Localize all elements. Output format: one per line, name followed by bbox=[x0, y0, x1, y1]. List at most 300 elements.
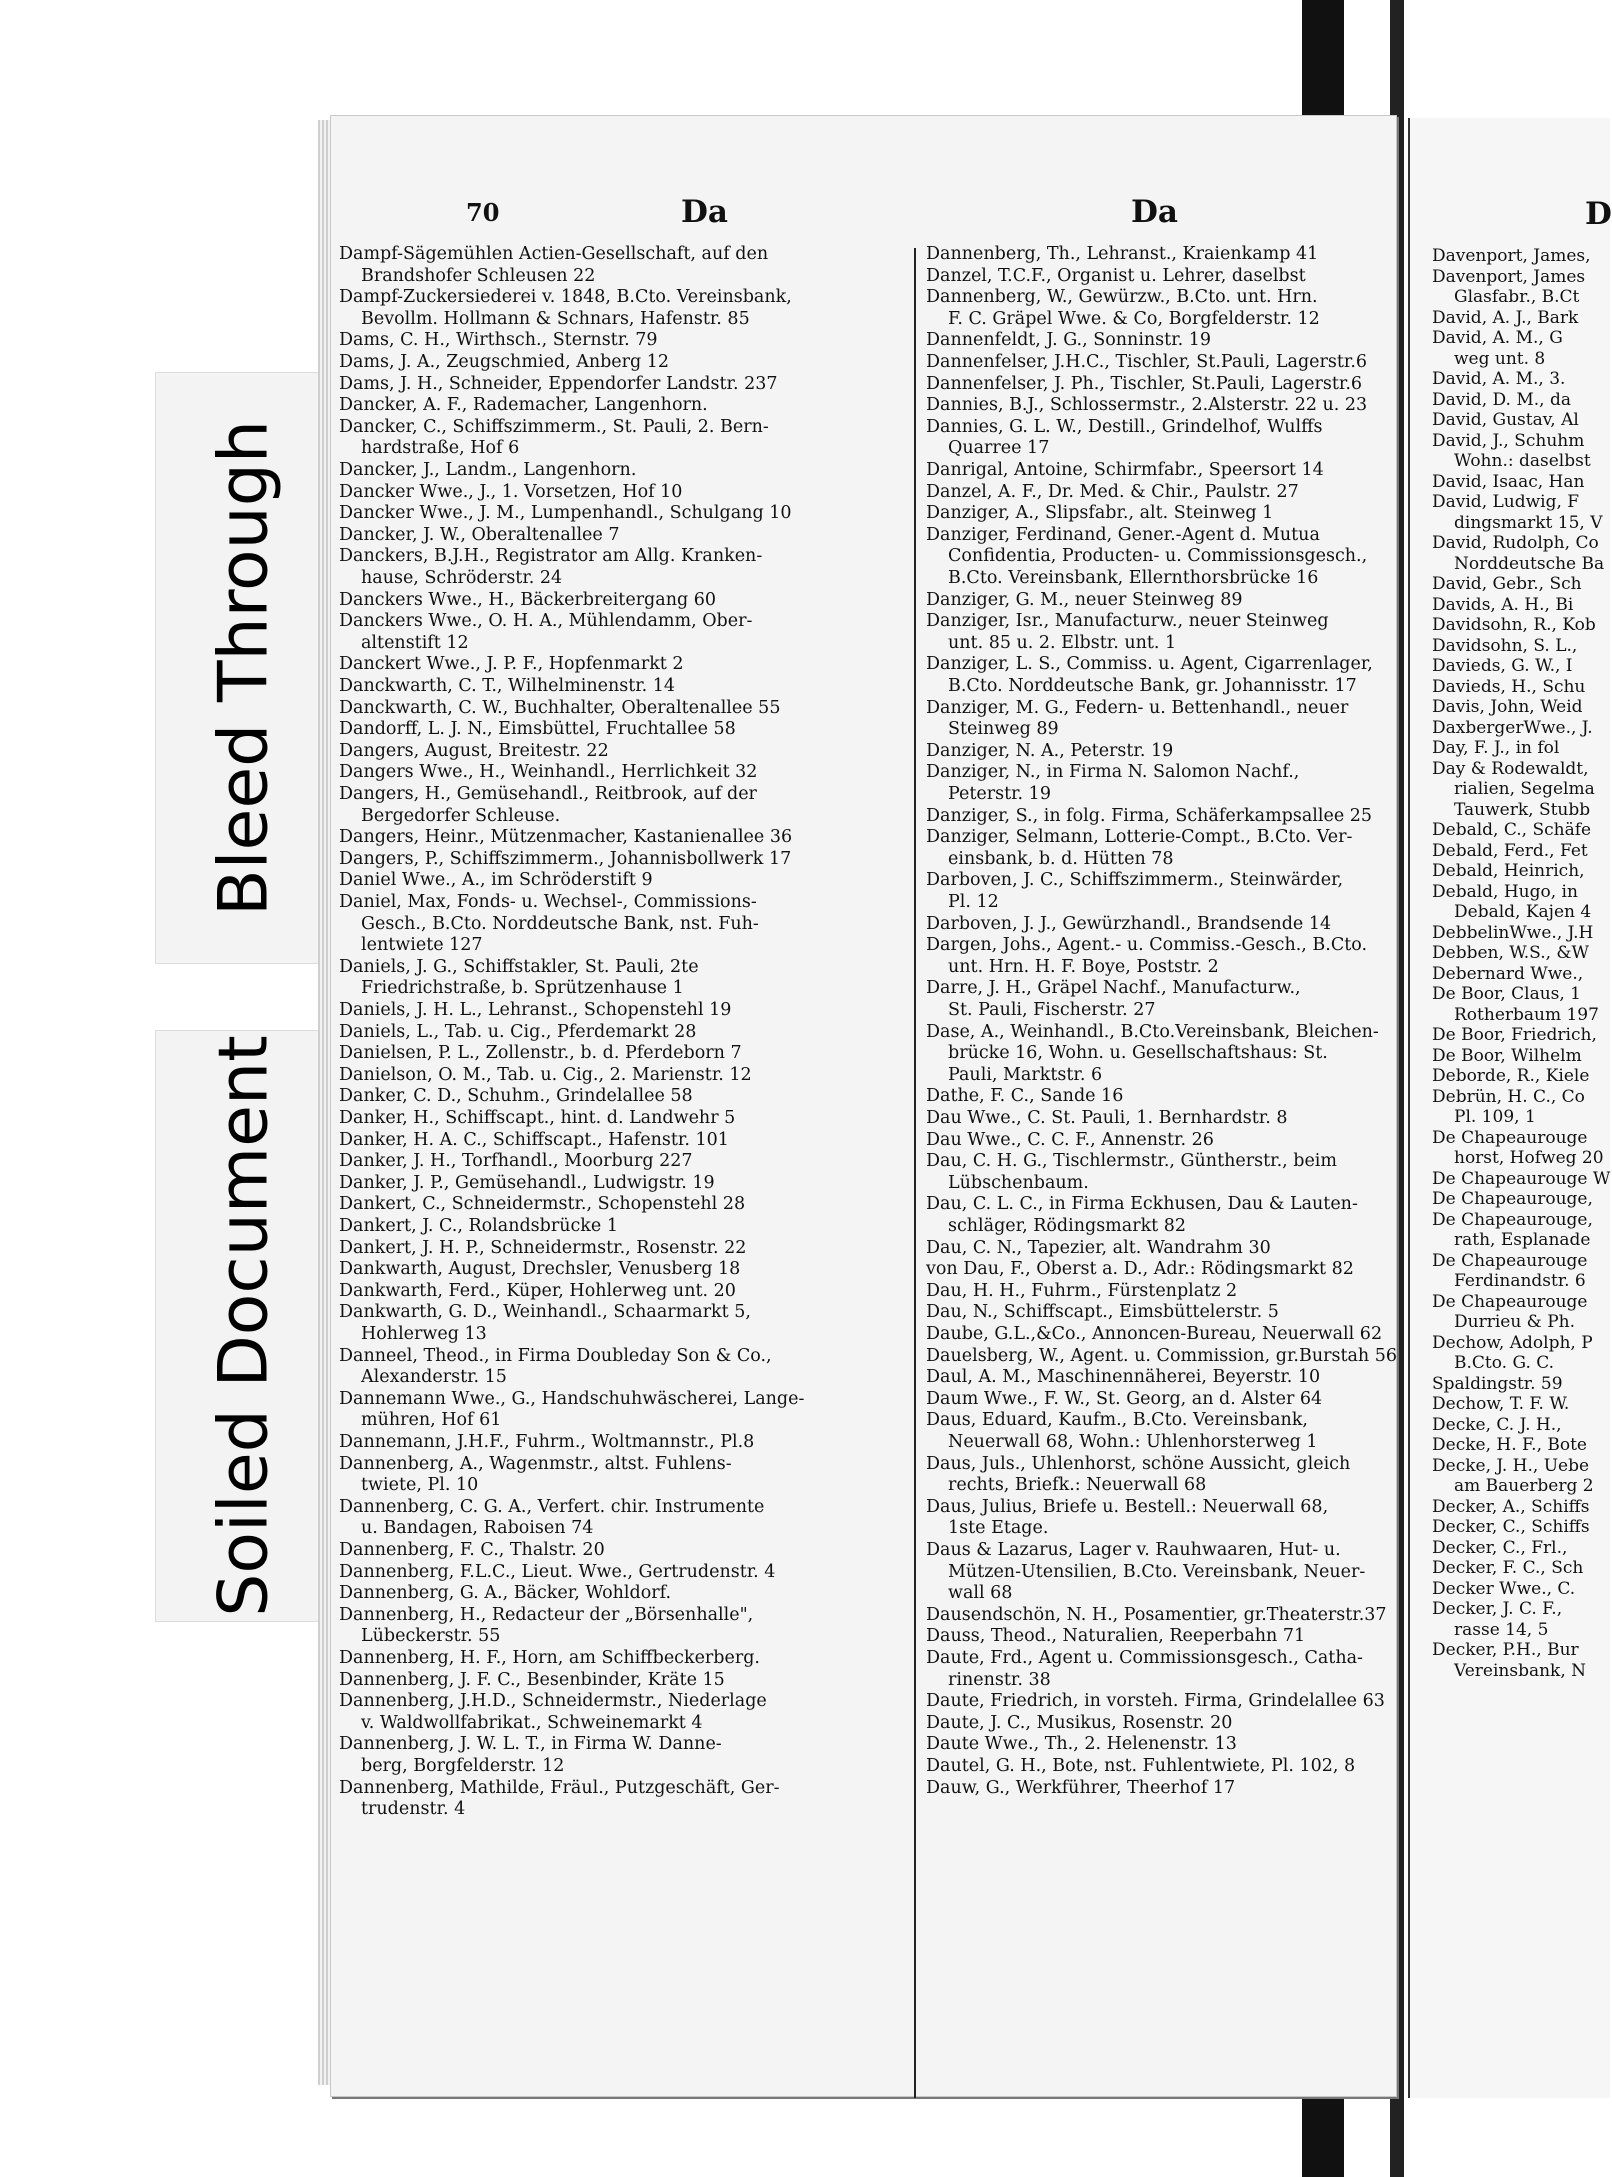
directory-entry bbox=[1432, 1579, 1575, 1600]
entry-line: Daus & Lazarus, Lager v. Rauhwaaren, Hut- u. bbox=[926, 1540, 1341, 1560]
directory-entry bbox=[1432, 1087, 1585, 1128]
entry-line: Decker, J. C. F., bbox=[1432, 1599, 1563, 1619]
directory-entry bbox=[1432, 369, 1565, 390]
directory-entry bbox=[926, 1389, 1322, 1411]
entry-line: Danziger, M. G., Federn- u. Bettenhandl., neuer bbox=[926, 697, 1349, 718]
directory-entry bbox=[1432, 308, 1578, 329]
entry-line: David, Ludwig, F bbox=[1432, 492, 1580, 512]
directory-entry bbox=[1432, 1517, 1590, 1538]
entry-continuation: Peterstr. 19 bbox=[948, 783, 1051, 804]
entry-continuation: Gesch., B.Cto. Norddeutsche Bank, nst. Fuh- bbox=[361, 913, 759, 934]
directory-entry bbox=[926, 1454, 1350, 1497]
entry-continuation: Brandshofer Schleusen 22 bbox=[361, 265, 596, 286]
entry-continuation: schläger, Rödingsmarkt 82 bbox=[948, 1215, 1187, 1236]
entry-line: Deborde, R., Kiele bbox=[1432, 1066, 1590, 1086]
entry-continuation: Rotherbaum 197 bbox=[1454, 1004, 1599, 1025]
directory-entry bbox=[339, 374, 778, 396]
entry-line: David, Gustav, Al bbox=[1432, 410, 1579, 430]
directory-entry bbox=[339, 1173, 715, 1195]
entry-line: Dankwarth, Ferd., Küper, Hohlerweg unt. 20 bbox=[339, 1280, 736, 1301]
entry-line: Daute, Friedrich, in vorsteh. Firma, Grindelallee 63 bbox=[926, 1691, 1385, 1712]
entry-line: Dannenberg, H., Redacteur der „Börsenhalle", bbox=[339, 1604, 754, 1625]
entry-line: Danzel, T.C.F., Organist u. Lehrer, daselbst bbox=[926, 265, 1306, 286]
entry-line: De Chapeaurouge bbox=[1432, 1250, 1588, 1271]
directory-entry bbox=[1432, 492, 1603, 533]
entry-line: Dannenberg, F.L.C., Lieut. Wwe., Gertrudenstr. 4 bbox=[339, 1561, 776, 1582]
directory-entry bbox=[1432, 1394, 1569, 1415]
directory-entry bbox=[339, 1194, 745, 1216]
directory-entry bbox=[1432, 246, 1591, 267]
entry-line: Dangers, H., Gemüsehandl., Reitbrook, auf der bbox=[339, 784, 757, 804]
directory-entry bbox=[339, 1583, 671, 1605]
entry-line: Day & Rodewaldt, bbox=[1432, 758, 1589, 779]
directory-entry bbox=[1432, 697, 1583, 718]
directory-entry bbox=[926, 1410, 1318, 1453]
entry-line: Dau, H. H., Fuhrm., Fürstenplatz 2 bbox=[926, 1280, 1238, 1301]
entry-line: Dankert, C., Schneidermstr., Schopenstehl 28 bbox=[339, 1194, 746, 1215]
directory-entry bbox=[926, 460, 1324, 482]
entry-line: Dechow, T. F. W. bbox=[1432, 1394, 1570, 1414]
entry-line: Dannenberg, Th., Lehranst., Kraienkamp 41 bbox=[926, 244, 1319, 264]
directory-entry bbox=[339, 1346, 772, 1389]
entry-continuation: weg unt. 8 bbox=[1454, 348, 1546, 369]
directory-entry bbox=[1432, 656, 1573, 677]
entry-line: Danziger, Selmann, Lotterie-Compt., B.Cto. Ver- bbox=[926, 827, 1353, 848]
entry-continuation: dingsmarkt 15, V bbox=[1454, 512, 1603, 533]
entry-continuation: B.Cto. Vereinsbank, Ellernthorsbrücke 16 bbox=[948, 567, 1319, 588]
entry-continuation: Wohn.: daselbst bbox=[1454, 451, 1591, 471]
directory-entry bbox=[1432, 533, 1604, 574]
directory-entry bbox=[926, 827, 1352, 870]
entry-line: DaxbergerWwe., J. bbox=[1432, 717, 1593, 738]
entry-line: Dannies, B.J., Schlossermstr., 2.Alsterstr. 22 u. 23 bbox=[926, 395, 1368, 416]
entry-line: Dau Wwe., C. C. F., Annenstr. 26 bbox=[926, 1129, 1214, 1150]
directory-entry bbox=[339, 1454, 732, 1497]
directory-entry bbox=[339, 1562, 775, 1584]
directory-entry bbox=[926, 1281, 1237, 1303]
entry-line: Decker, C., Frl., bbox=[1432, 1537, 1568, 1558]
entry-line: Daute Wwe., Th., 2. Helenenstr. 13 bbox=[926, 1734, 1237, 1755]
directory-entry bbox=[339, 1000, 731, 1022]
entry-continuation: trudenstr. 4 bbox=[361, 1799, 466, 1820]
directory-entry bbox=[339, 1022, 696, 1044]
entry-continuation: altenstift 12 bbox=[361, 632, 469, 653]
entry-line: Dannenberg, A., Wagenmstr., altst. Fuhlens- bbox=[339, 1453, 732, 1474]
directory-entry bbox=[926, 1497, 1328, 1540]
directory-entry bbox=[339, 741, 609, 763]
entry-line: Darboven, J. C., Schiffszimmerm., Steinwärder, bbox=[926, 870, 1344, 891]
directory-entry bbox=[926, 503, 1273, 525]
directory-entry bbox=[1432, 267, 1585, 308]
directory-entry bbox=[339, 611, 752, 654]
entry-line: Dau, C. H. G., Tischlermstr., Güntherstr., beim bbox=[926, 1151, 1338, 1172]
entry-line: Dannenberg, H. F., Horn, am Schiffbeckerberg. bbox=[339, 1648, 760, 1668]
directory-entry bbox=[926, 1259, 1354, 1281]
directory-entry bbox=[1432, 328, 1563, 369]
directory-entry bbox=[1432, 882, 1591, 923]
directory-entry bbox=[1432, 1415, 1562, 1436]
directory-entry bbox=[339, 1281, 736, 1303]
entry-line: Dannenberg, J.H.D., Schneidermstr., Niederlage bbox=[339, 1691, 767, 1712]
directory-entry bbox=[339, 1778, 780, 1821]
directory-entry bbox=[339, 676, 675, 698]
entry-line: Dautel, G. H., Bote, nst. Fuhlentwiete, Pl. 102, 8 bbox=[926, 1756, 1356, 1776]
entry-line: Daus, Eduard, Kaufm., B.Cto. Vereinsbank, bbox=[926, 1410, 1308, 1431]
bleed-through-label: Bleed Through bbox=[204, 419, 283, 917]
directory-entry bbox=[1432, 1128, 1604, 1169]
entry-line: Davieds, G. W., I bbox=[1432, 656, 1573, 676]
entry-line: Davenport, James, bbox=[1432, 246, 1591, 266]
entry-line: Debald, Heinrich, bbox=[1432, 861, 1585, 881]
entry-line: David, Gebr., Sch bbox=[1432, 574, 1582, 594]
directory-entry bbox=[1432, 1189, 1593, 1210]
directory-entry bbox=[926, 244, 1318, 266]
directory-entry bbox=[1432, 595, 1573, 616]
entry-line: De Chapeaurouge, bbox=[1432, 1189, 1593, 1209]
entry-continuation: unt. 85 u. 2. Elbstr. unt. 1 bbox=[948, 632, 1177, 653]
directory-entry bbox=[926, 1734, 1237, 1756]
entry-continuation: F. C. Gräpel Wwe. & Co, Borgfelderstr. 12 bbox=[948, 308, 1320, 329]
entry-line: Danckwarth, C. T., Wilhelminenstr. 14 bbox=[339, 676, 676, 696]
entry-continuation: Alexanderstr. 15 bbox=[361, 1367, 507, 1388]
entry-line: Dauw, G., Werkführer, Theerhof 17 bbox=[926, 1777, 1236, 1798]
directory-entry bbox=[339, 1302, 751, 1345]
entry-line: Darre, J. H., Gräpel Nachf., Manufacturw., bbox=[926, 978, 1301, 999]
directory-entry bbox=[1432, 943, 1589, 964]
entry-line: Dannenberg, W., Gewürzw., B.Cto. unt. Hrn. bbox=[926, 287, 1318, 308]
directory-entry bbox=[339, 590, 716, 612]
entry-line: Dams, J. H., Schneider, Eppendorfer Landstr. 237 bbox=[339, 373, 778, 394]
directory-entry bbox=[339, 849, 791, 871]
entry-line: DebbelinWwe., J.H bbox=[1432, 922, 1594, 943]
entry-line: Decker, F. C., Sch bbox=[1432, 1558, 1584, 1578]
entry-line: Dannenberg, J. F. C., Besenbinder, Kräte 15 bbox=[339, 1669, 725, 1690]
header-right: Da bbox=[1131, 194, 1178, 230]
directory-entry bbox=[339, 1691, 767, 1734]
entry-line: Danzel, A. F., Dr. Med. & Chir., Paulstr. 27 bbox=[926, 481, 1299, 502]
directory-entry bbox=[926, 1130, 1214, 1152]
entry-line: Dannenberg, G. A., Bäcker, Wohldorf. bbox=[339, 1583, 672, 1604]
entry-line: Dancker, A. F., Rademacher, Langenhorn. bbox=[339, 395, 708, 416]
entry-continuation: Neuerwall 68, Wohn.: Uhlenhorsterweg 1 bbox=[948, 1431, 1318, 1452]
entry-line: Dams, C. H., Wirthsch., Sternstr. 79 bbox=[339, 330, 658, 351]
directory-entry bbox=[926, 1022, 1379, 1087]
entry-line: Dancker, J., Landm., Langenhorn. bbox=[339, 460, 637, 480]
directory-entry bbox=[926, 1605, 1387, 1627]
directory-entry bbox=[339, 1734, 722, 1777]
directory-entry bbox=[1432, 1251, 1587, 1292]
directory-entry bbox=[926, 287, 1320, 330]
entry-continuation: Pauli, Marktstr. 6 bbox=[948, 1064, 1103, 1085]
entry-line: von Dau, F., Oberst a. D., Adr.: Rödingsmarkt 82 bbox=[926, 1259, 1354, 1280]
directory-entry bbox=[1432, 1558, 1583, 1579]
entry-line: Debald, Ferd., Fet bbox=[1432, 840, 1588, 861]
entry-line: Dase, A., Weinhandl., B.Cto.Vereinsbank, Bleichen- bbox=[926, 1021, 1379, 1042]
directory-entry bbox=[926, 1151, 1337, 1194]
directory-entry bbox=[1432, 1599, 1562, 1640]
entry-line: Dauss, Theod., Naturalien, Reeperbahn 71 bbox=[926, 1626, 1306, 1647]
directory-entry bbox=[1432, 677, 1585, 698]
entry-line: David, Isaac, Han bbox=[1432, 471, 1585, 492]
entry-continuation: Friedrichstraße, b. Sprützenhause 1 bbox=[361, 978, 684, 999]
entry-line: David, A. J., Bark bbox=[1432, 307, 1579, 328]
entry-continuation: unt. Hrn. H. F. Boye, Poststr. 2 bbox=[948, 956, 1219, 977]
soiled-document-label: Soiled Document bbox=[204, 1035, 283, 1617]
entry-line: Decke, H. F., Bote bbox=[1432, 1435, 1587, 1455]
entry-line: Davieds, H., Schu bbox=[1432, 676, 1586, 697]
directory-entry bbox=[339, 395, 708, 417]
entry-continuation: rath, Esplanade bbox=[1454, 1230, 1591, 1250]
entry-line: Dankert, J. C., Rolandsbrücke 1 bbox=[339, 1216, 618, 1236]
entry-line: Debernard Wwe., bbox=[1432, 963, 1584, 984]
entry-line: Dams, J. A., Zeugschmied, Anberg 12 bbox=[339, 352, 670, 372]
directory-entry bbox=[1432, 1025, 1597, 1046]
directory-entry bbox=[926, 590, 1243, 612]
entry-line: David, J., Schuhm bbox=[1432, 430, 1585, 451]
entry-line: Dankwarth, August, Drechsler, Venusberg 18 bbox=[339, 1259, 741, 1280]
entry-line: Dannemann Wwe., G., Handschuhwäscherei, Lange- bbox=[339, 1388, 805, 1409]
entry-continuation: twiete, Pl. 10 bbox=[361, 1475, 479, 1496]
directory-entry bbox=[339, 957, 699, 1000]
directory-entry bbox=[1432, 1046, 1582, 1067]
entry-line: Danker, J. P., Gemüsehandl., Ludwigstr. 19 bbox=[339, 1172, 715, 1193]
entry-continuation: Norddeutsche Ba bbox=[1454, 553, 1605, 574]
entry-line: Dancker, C., Schiffszimmerm., St. Pauli, 2. Bern- bbox=[339, 416, 769, 437]
directory-entry bbox=[339, 1648, 760, 1670]
entry-line: Danrigal, Antoine, Schirmfabr., Speersort 14 bbox=[926, 460, 1324, 480]
entry-line: Daute, J. C., Musikus, Rosenstr. 20 bbox=[926, 1712, 1233, 1733]
directory-entry bbox=[1432, 636, 1577, 657]
entry-continuation: Mützen-Utensilien, B.Cto. Vereinsbank, Neuer- bbox=[948, 1561, 1366, 1582]
entry-line: Decke, J. H., Uebe bbox=[1432, 1455, 1590, 1476]
directory-entry bbox=[339, 330, 658, 352]
entry-continuation: Glasfabr., B.Ct bbox=[1454, 287, 1580, 307]
directory-entry bbox=[339, 892, 759, 957]
entry-continuation: Steinweg 89 bbox=[948, 719, 1059, 740]
entry-continuation: lentwiete 127 bbox=[361, 935, 483, 956]
directory-entry bbox=[339, 1130, 729, 1152]
entry-continuation: v. Waldwollfabrikat., Schweinemarkt 4 bbox=[361, 1712, 703, 1733]
entry-line: Dancker Wwe., J., 1. Vorsetzen, Hof 10 bbox=[339, 481, 683, 502]
directory-entry bbox=[926, 978, 1301, 1021]
directory-entry bbox=[1432, 861, 1585, 882]
entry-continuation: rechts, Briefk.: Neuerwall 68 bbox=[948, 1475, 1207, 1496]
directory-entry bbox=[339, 1670, 725, 1692]
directory-entry bbox=[1432, 1169, 1610, 1190]
directory-page bbox=[330, 115, 1397, 2097]
directory-entry bbox=[926, 1691, 1385, 1713]
entry-line: Davidsohn, R., Kob bbox=[1432, 615, 1596, 635]
entry-line: Decker, C., Schiffs bbox=[1432, 1517, 1590, 1537]
entry-line: Danziger, S., in folg. Firma, Schäferkampsallee 25 bbox=[926, 805, 1373, 826]
entry-continuation: horst, Hofweg 20 bbox=[1454, 1148, 1604, 1168]
entry-line: Dauelsberg, W., Agent. u. Commission, gr.Burstah 56 bbox=[926, 1345, 1398, 1366]
directory-entry bbox=[1432, 1435, 1587, 1456]
entry-line: De Chapeaurouge, bbox=[1432, 1209, 1593, 1230]
entry-line: De Chapeaurouge bbox=[1432, 1127, 1588, 1148]
entry-line: Daus, Juls., Uhlenhorst, schöne Aussicht, gleich bbox=[926, 1453, 1351, 1474]
entry-line: Darboven, J. J., Gewürzhandl., Brandsende 14 bbox=[926, 913, 1332, 934]
entry-continuation: Durrieu & Ph. bbox=[1454, 1312, 1576, 1332]
directory-entry bbox=[1432, 964, 1583, 985]
entry-line: Daniels, J. G., Schiffstakler, St. Pauli, 2te bbox=[339, 956, 699, 977]
entry-continuation: rialien, Segelma bbox=[1454, 779, 1595, 799]
entry-line: Dannenberg, C. G. A., Verfert. chir. Instrumente bbox=[339, 1496, 765, 1517]
directory-entry bbox=[339, 1497, 764, 1540]
directory-entry bbox=[926, 525, 1367, 590]
entry-line: Dampf-Sägemühlen Actien-Gesellschaft, auf den bbox=[339, 244, 769, 264]
directory-entry bbox=[339, 244, 768, 287]
directory-entry bbox=[1432, 1640, 1586, 1681]
entry-line: De Chapeaurouge bbox=[1432, 1291, 1588, 1312]
entry-continuation: Pl. 12 bbox=[948, 891, 999, 912]
entry-line: Danckers, B.J.H., Registrator am Allg. Kranken- bbox=[339, 546, 763, 567]
entry-line: Danziger, L. S., Commiss. u. Agent, Cigarrenlager, bbox=[926, 654, 1373, 675]
entry-continuation: Quarree 17 bbox=[948, 438, 1050, 459]
entry-continuation: B.Cto. Norddeutsche Bank, gr. Johannisstr. 17 bbox=[948, 675, 1357, 696]
entry-continuation: Lübeckerstr. 55 bbox=[361, 1626, 501, 1647]
directory-entry bbox=[339, 482, 682, 504]
directory-entry bbox=[926, 266, 1306, 288]
column-divider bbox=[914, 248, 916, 2098]
entry-line: Dankwarth, G. D., Weinhandl., Schaarmarkt 5, bbox=[339, 1302, 751, 1323]
directory-entry bbox=[339, 1238, 746, 1260]
directory-entry bbox=[926, 1756, 1355, 1778]
entry-line: Decke, C. J. H., bbox=[1432, 1414, 1562, 1435]
entry-continuation: Tauwerk, Stubb bbox=[1454, 799, 1591, 820]
entry-line: De Boor, Wilhelm bbox=[1432, 1045, 1582, 1066]
entry-line: Debben, W.S., &W bbox=[1432, 943, 1590, 963]
directory-entry bbox=[1432, 574, 1582, 595]
entry-line: Danziger, A., Slipsfabr., alt. Steinweg 1 bbox=[926, 503, 1274, 524]
directory-entry bbox=[339, 784, 757, 827]
entry-line: Danielson, O. M., Tab. u. Cig., 2. Marienstr. 12 bbox=[339, 1064, 752, 1085]
entry-continuation: hardstraße, Hof 6 bbox=[361, 438, 520, 459]
entry-continuation: B.Cto. G. C. bbox=[1454, 1353, 1555, 1373]
header-left: Da bbox=[681, 194, 728, 230]
entry-line: Daul, A. M., Maschinennäherei, Beyerstr. 10 bbox=[926, 1367, 1321, 1388]
directory-entry bbox=[1432, 410, 1579, 431]
directory-entry bbox=[1432, 1456, 1594, 1497]
entry-line: De Boor, Friedrich, bbox=[1432, 1025, 1597, 1045]
directory-entry bbox=[926, 654, 1373, 697]
directory-entry bbox=[926, 1648, 1363, 1691]
directory-entry bbox=[339, 503, 791, 525]
entry-line: David, Rudolph, Co bbox=[1432, 533, 1599, 553]
bleed-through-tag bbox=[155, 372, 332, 964]
entry-line: Dau Wwe., C. St. Pauli, 1. Bernhardstr. 8 bbox=[926, 1108, 1288, 1128]
directory-entry bbox=[926, 806, 1372, 828]
entry-line: Daute, Frd., Agent u. Commissionsgesch., Catha- bbox=[926, 1648, 1363, 1668]
entry-line: Daniel, Max, Fonds- u. Wechsel-, Commissions- bbox=[339, 892, 757, 912]
entry-continuation: Ferdinandstr. 6 bbox=[1454, 1271, 1586, 1291]
entry-line: Danziger, N., in Firma N. Salomon Nachf., bbox=[926, 762, 1300, 783]
directory-entry bbox=[1432, 738, 1559, 759]
entry-line: Danckert Wwe., J. P. F., Hopfenmarkt 2 bbox=[339, 654, 684, 675]
entry-continuation: brücke 16, Wohn. u. Gesellschaftshaus: St. bbox=[948, 1043, 1328, 1064]
entry-line: Dannenfelser, J.H.C., Tischler, St.Pauli, Lagerstr.6 bbox=[926, 352, 1368, 372]
directory-entry bbox=[339, 1043, 742, 1065]
directory-entry bbox=[1432, 1066, 1589, 1087]
entry-line: Danker, C. D., Schuhm., Grindelallee 58 bbox=[339, 1086, 693, 1107]
entry-continuation: u. Bandagen, Raboisen 74 bbox=[361, 1518, 594, 1539]
entry-continuation: Bergedorfer Schleuse. bbox=[361, 805, 561, 826]
entry-continuation: am Bauerberg 2 bbox=[1454, 1476, 1594, 1496]
directory-entry bbox=[926, 1778, 1235, 1800]
entry-line: Dausendschön, N. H., Posamentier, gr.Theaterstr.37 bbox=[926, 1604, 1387, 1625]
entry-line: David, A. M., 3. bbox=[1432, 369, 1566, 389]
directory-entry bbox=[1432, 820, 1591, 841]
directory-entry bbox=[1432, 1292, 1587, 1333]
directory-entry bbox=[1432, 984, 1599, 1025]
entry-line: Dannemann, J.H.F., Fuhrm., Woltmannstr., Pl.8 bbox=[339, 1432, 755, 1452]
entry-continuation: Pl. 109, 1 bbox=[1454, 1107, 1536, 1127]
entry-line: Dannies, G. L. W., Destill., Grindelhof, Wulffs bbox=[926, 416, 1323, 437]
entry-line: Danneel, Theod., in Firma Doubleday Son & Co., bbox=[339, 1345, 772, 1366]
directory-entry bbox=[339, 1432, 754, 1454]
directory-entry bbox=[1432, 923, 1593, 944]
directory-entry bbox=[339, 762, 757, 784]
directory-entry bbox=[1432, 759, 1595, 821]
entry-line: Dathe, F. C., Sande 16 bbox=[926, 1086, 1124, 1107]
directory-entry bbox=[339, 827, 792, 849]
entry-line: Dannenfeldt, J. G., Sonninstr. 19 bbox=[926, 330, 1212, 351]
entry-continuation: rinenstr. 38 bbox=[948, 1669, 1051, 1690]
directory-entry bbox=[926, 482, 1299, 504]
directory-entry bbox=[1432, 1374, 1563, 1395]
directory-entry bbox=[926, 611, 1329, 654]
directory-entry bbox=[926, 1324, 1382, 1346]
entry-line: Day, F. J., in fol bbox=[1432, 738, 1560, 758]
entry-line: Dangers, August, Breitestr. 22 bbox=[339, 740, 609, 761]
entry-line: Dargen, Johs., Agent.- u. Commiss.-Gesch., B.Cto. bbox=[926, 935, 1368, 956]
directory-entry bbox=[926, 374, 1362, 396]
page-number: 70 bbox=[466, 198, 500, 227]
entry-line: Dangers, Heinr., Mützenmacher, Kastanienallee 36 bbox=[339, 827, 793, 848]
entry-continuation: rasse 14, 5 bbox=[1454, 1619, 1549, 1640]
entry-continuation: mühren, Hof 61 bbox=[361, 1410, 502, 1431]
entry-line: Daniels, J. H. L., Lehranst., Schopenstehl 19 bbox=[339, 1000, 732, 1020]
entry-line: Davids, A. H., Bi bbox=[1432, 594, 1574, 615]
entry-line: Danziger, G. M., neuer Steinweg 89 bbox=[926, 589, 1243, 610]
entry-line: Danckers Wwe., O. H. A., Mühlendamm, Ober- bbox=[339, 611, 753, 632]
directory-entry bbox=[926, 1086, 1123, 1108]
directory-entry bbox=[926, 870, 1343, 913]
directory-entry bbox=[926, 1367, 1320, 1389]
directory-entry bbox=[1432, 431, 1591, 472]
directory-entry bbox=[926, 1108, 1287, 1130]
entry-line: Dandorff, L. J. N., Eimsbüttel, Fruchtallee 58 bbox=[339, 719, 736, 740]
entry-line: Debald, Hugo, in bbox=[1432, 881, 1578, 902]
entry-line: Danker, J. H., Torfhandl., Moorburg 227 bbox=[339, 1151, 693, 1172]
directory-entry bbox=[1432, 615, 1596, 636]
directory-entry bbox=[339, 1216, 618, 1238]
directory-entry bbox=[339, 1065, 752, 1087]
entry-line: Daniels, L., Tab. u. Cig., Pferdemarkt 28 bbox=[339, 1021, 697, 1042]
directory-entry bbox=[339, 352, 669, 374]
entry-continuation: Confidentia, Producten- u. Commissionsgesch., bbox=[948, 546, 1368, 567]
binding-bar-bottom bbox=[1302, 2088, 1344, 2177]
entry-line: Dangers Wwe., H., Weinhandl., Herrlichkeit 32 bbox=[339, 762, 758, 783]
entry-line: Danielsen, P. L., Zollenstr., b. d. Pferdeborn 7 bbox=[339, 1043, 742, 1064]
entry-line: De Boor, Claus, 1 bbox=[1432, 984, 1581, 1004]
entry-line: Danckers Wwe., H., Bäckerbreitergang 60 bbox=[339, 589, 717, 610]
entry-continuation: Hohlerweg 13 bbox=[361, 1323, 487, 1344]
entry-line: Daus, Julius, Briefe u. Bestell.: Neuerwall 68, bbox=[926, 1496, 1329, 1517]
directory-entry bbox=[339, 417, 769, 460]
directory-entry bbox=[926, 330, 1211, 352]
entry-continuation: Debald, Kajen 4 bbox=[1454, 902, 1592, 922]
